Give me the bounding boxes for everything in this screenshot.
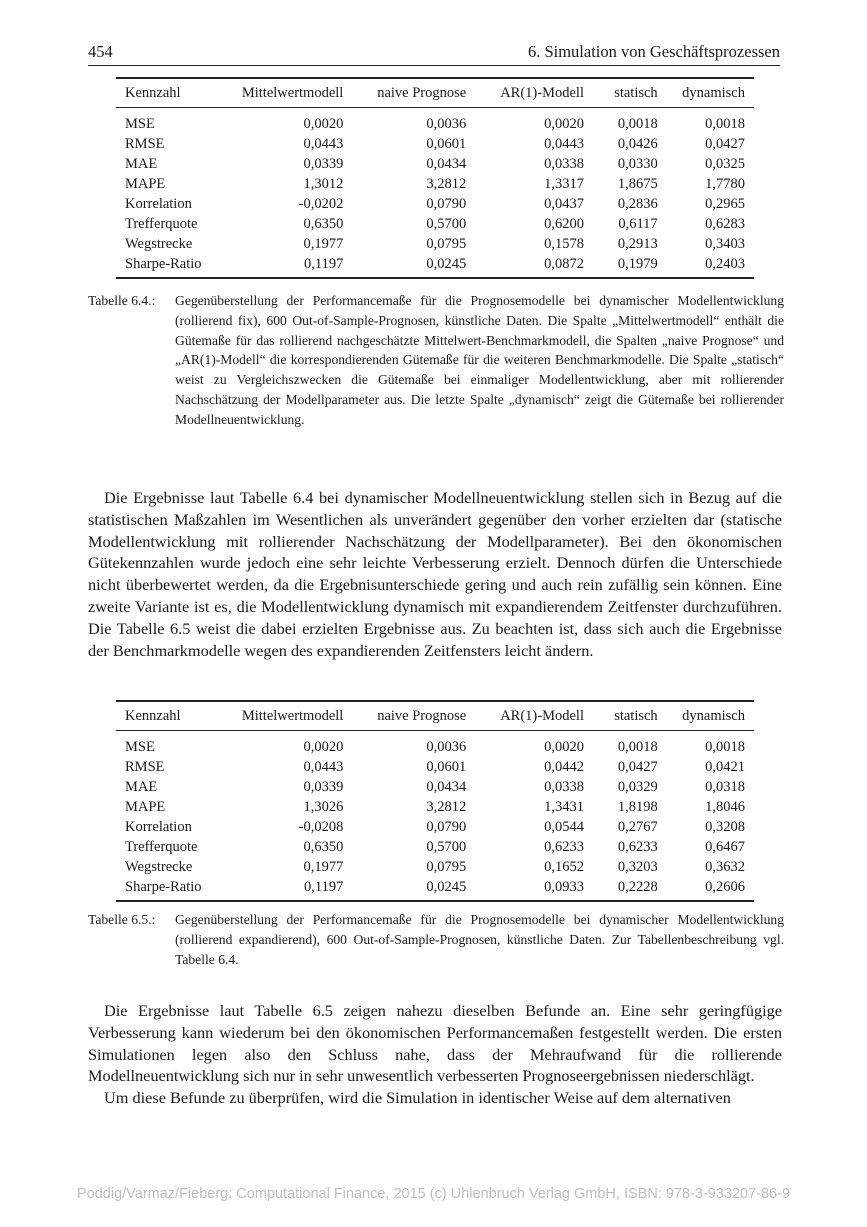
metric-name-cell: Sharpe-Ratio [116,254,218,278]
running-header [88,42,780,66]
metric-name-cell: Korrelation [125,196,192,212]
caption-text: Gegenüberstellung der Performancemaße für die Prognosemodelle bei dynamischer Modellentwicklung (rollierend expandierend), 600 Out-of-Sample-Prognosen, künstliche Daten. Zur Tabellenbeschreibung vgl. Tabelle 6.4. [175,912,784,967]
value-cell: 0,0020 [303,116,344,132]
value-cell: 0,0018 [705,116,745,132]
value-cell: 0,1977 [303,859,344,875]
value-cell: 0,0036 [426,739,467,755]
metric-name-cell: Sharpe-Ratio [116,877,218,901]
value-cell: 0,0318 [705,779,745,795]
value-cell: 0,2606 [658,877,754,901]
column-header: AR(1)-Modell [466,78,584,108]
table-row [116,877,754,901]
value-cell: 0,0601 [426,759,467,775]
metric-name-cell: Korrelation [125,819,192,835]
value-cell: 0,2767 [617,819,658,835]
column-header: AR(1)-Modell [466,701,584,731]
value-cell: 0,1652 [544,859,584,875]
value-cell: 0,6233 [617,839,658,855]
value-cell: 0,0330 [617,156,658,172]
table-header-row [116,701,754,731]
value-cell: 0,0325 [705,156,745,172]
column-header: naive Prognose [343,701,466,731]
table-row [116,757,754,777]
value-cell: 0,3403 [705,236,745,252]
value-cell: 0,0329 [617,779,658,795]
value-cell: 0,0795 [426,236,467,252]
column-header: statisch [584,78,658,108]
value-cell: 0,0421 [705,759,745,775]
table-6-5 [116,700,754,902]
value-cell: 0,0790 [426,196,467,212]
metric-name-cell: Wegstrecke [125,236,193,252]
value-cell: 0,6467 [705,839,745,855]
table-row [116,194,754,214]
value-cell: 0,1197 [218,254,343,278]
table-row [116,777,754,797]
value-cell: 0,6350 [303,839,344,855]
metric-name-cell: Trefferquote [125,216,198,232]
table-row [116,837,754,857]
value-cell: 1,8675 [617,176,658,192]
value-cell: 0,6117 [618,216,658,232]
value-cell: 0,0245 [343,254,466,278]
value-cell: 0,2228 [584,877,658,901]
value-cell: -0,0208 [298,819,344,835]
table-row [116,108,754,135]
value-cell: 1,8198 [617,799,658,815]
value-cell: 3,2812 [426,176,467,192]
body-paragraph: Die Ergebnisse laut Tabelle 6.5 zeigen nahezu dieselben Befunde an. Eine sehr geringfügige Verbesserung kann wiederum bei den ökonomischen Performancemaßen festgestellt werden. Die ersten Simulationen legen also den Schluss nahe, dass der Mehraufwand für die rollierende Modellneuentwicklung sich nur in sehr unwesentlich verbesserten Prognoseergebnissen niederschlägt. [88,1001,782,1086]
metric-name-cell: Wegstrecke [125,859,193,875]
value-cell: 0,1977 [303,236,344,252]
value-cell: 0,2965 [705,196,745,212]
table-row [116,134,754,154]
value-cell: 0,3632 [705,859,745,875]
caption-label: Tabelle 6.4.: [88,293,156,308]
table-row [116,254,754,278]
value-cell: 0,1979 [584,254,658,278]
metric-name-cell: MAPE [125,176,166,192]
value-cell: 0,0443 [303,136,344,152]
value-cell: 1,3026 [303,799,344,815]
column-header: dynamisch [658,78,754,108]
value-cell: 0,6233 [544,839,584,855]
value-cell: 0,0933 [466,877,584,901]
value-cell: 0,1197 [218,877,343,901]
column-header: statisch [584,701,658,731]
table-6-4-caption [88,291,784,430]
metric-name-cell: MSE [125,739,155,755]
value-cell: 0,3208 [705,819,745,835]
metric-name-cell: Trefferquote [125,839,198,855]
column-header: Mittelwertmodell [218,78,343,108]
metric-name-cell: MSE [125,116,155,132]
value-cell: 0,0427 [705,136,745,152]
column-header: Kennzahl [116,78,218,108]
value-cell: 0,0018 [617,116,658,132]
value-cell: 0,0339 [303,156,344,172]
column-header: Mittelwertmodell [218,701,343,731]
value-cell: 3,2812 [426,799,467,815]
value-cell: 0,0437 [544,196,584,212]
value-cell: 0,6283 [705,216,745,232]
value-cell: 0,0036 [426,116,467,132]
caption-text: Gegenüberstellung der Performancemaße für die Prognosemodelle bei dynamischer Modellentwicklung (rollierend fix), 600 Out-of-Sample-Prognosen, künstliche Daten. Die Spalte „Mittelwertmodell“ enthält die Gütemaße für das rollierend nachgeschätzte Mittelwert-Benchmarkmodell, die Spalten „naive Prognose“ und „AR(1)-Modell“ die korrespondierenden Gütemaße für die weiteren Benchmarkmodelle. Die Spalte „statisch“ weist zu Vergleichszwecken die Gütemaße bei einmaliger Modellentwicklung, aber mit rollierender Nachschätzung der Modellparameter aus. Die letzte Spalte „dynamisch“ zeigt die Gütemaße bei rollierender Modellneuentwicklung. [175,293,784,427]
value-cell: 1,3431 [544,799,584,815]
table-row [116,174,754,194]
chapter-title: 6. Simulation von Geschäftsprozessen [527,42,780,61]
value-cell: 0,0020 [544,116,584,132]
value-cell: 0,5700 [426,839,467,855]
value-cell: 1,7780 [705,176,745,192]
value-cell: 0,2913 [617,236,658,252]
table-6-5-caption [88,910,784,969]
value-cell: 0,0601 [426,136,467,152]
value-cell: 0,6350 [303,216,344,232]
value-cell: 0,0443 [544,136,584,152]
copyright-footer: Poddig/Varmaz/Fieberg: Computational Finance, 2015 (c) Uhlenbruch Verlag GmbH, ISBN: 978-3-933207-86-9 [76,1186,791,1202]
value-cell: 0,6200 [544,216,584,232]
value-cell: 0,2836 [617,196,658,212]
table-6-4 [116,77,754,279]
table-row [116,234,754,254]
value-cell: 0,0443 [303,759,344,775]
value-cell: 0,1578 [544,236,584,252]
metric-name-cell: MAE [125,156,158,172]
metric-name-cell: MAPE [125,799,166,815]
table-row [116,214,754,234]
column-header: naive Prognose [343,78,466,108]
value-cell: 0,0872 [466,254,584,278]
column-header: dynamisch [658,701,754,731]
caption-label: Tabelle 6.5.: [88,912,156,927]
value-cell: 0,0544 [544,819,584,835]
value-cell: 0,3203 [617,859,658,875]
value-cell: 1,3317 [544,176,584,192]
value-cell: 0,2403 [658,254,754,278]
metric-name-cell: MAE [125,779,158,795]
value-cell: 0,0338 [544,779,584,795]
value-cell: 0,0426 [617,136,658,152]
table-row [116,857,754,877]
value-cell: 0,0338 [544,156,584,172]
metric-name-cell: RMSE [125,136,165,152]
value-cell: 1,3012 [303,176,344,192]
body-paragraph: Um diese Befunde zu überprüfen, wird die Simulation in identischer Weise auf dem alternativen [104,1088,731,1107]
value-cell: 0,0795 [426,859,467,875]
value-cell: 0,0018 [705,739,745,755]
value-cell: 0,0434 [426,156,467,172]
value-cell: 0,5700 [426,216,467,232]
body-paragraph: Die Ergebnisse laut Tabelle 6.4 bei dynamischer Modellneuentwicklung stellen sich in Bezug auf die statistischen Maßzahlen im Wesentlichen als unverändert gegenüber den vorher erzielten dar (statische Modellentwicklung mit rollierender Nachschätzung der Modellparameter). Bei den ökonomischen Gütekennzahlen wurde jedoch eine sehr leichte Verbesserung erzielt. Dennoch dürfen die Unterschiede nicht überbewertet werden, da die Ergebnisunterschiede gering und auch rein zufällig sein können. Eine zweite Variante ist es, die Modellentwicklung dynamisch mit expandierendem Zeitfenster durchzuführen. Die Tabelle 6.5 weist die dabei erzielten Ergebnisse aus. Zu beachten ist, dass sich auch die Ergebnisse der Benchmarkmodelle wegen des expandierenden Zeitfensters leicht ändern. [88,488,782,660]
table-row [116,797,754,817]
value-cell: 0,0339 [303,779,344,795]
column-header: Kennzahl [116,701,218,731]
value-cell: 0,0245 [343,877,466,901]
metric-name-cell: RMSE [125,759,165,775]
value-cell: 0,0790 [426,819,467,835]
value-cell: 0,0427 [617,759,658,775]
value-cell: 0,0018 [617,739,658,755]
value-cell: 0,0020 [303,739,344,755]
table-row [116,731,754,758]
table-header-row [116,78,754,108]
value-cell: 0,0442 [544,759,584,775]
value-cell: 0,0434 [426,779,467,795]
table-row [116,817,754,837]
table-row [116,154,754,174]
value-cell: 1,8046 [705,799,745,815]
page-number: 454 [88,42,113,61]
value-cell: 0,0020 [544,739,584,755]
value-cell: -0,0202 [298,196,344,212]
